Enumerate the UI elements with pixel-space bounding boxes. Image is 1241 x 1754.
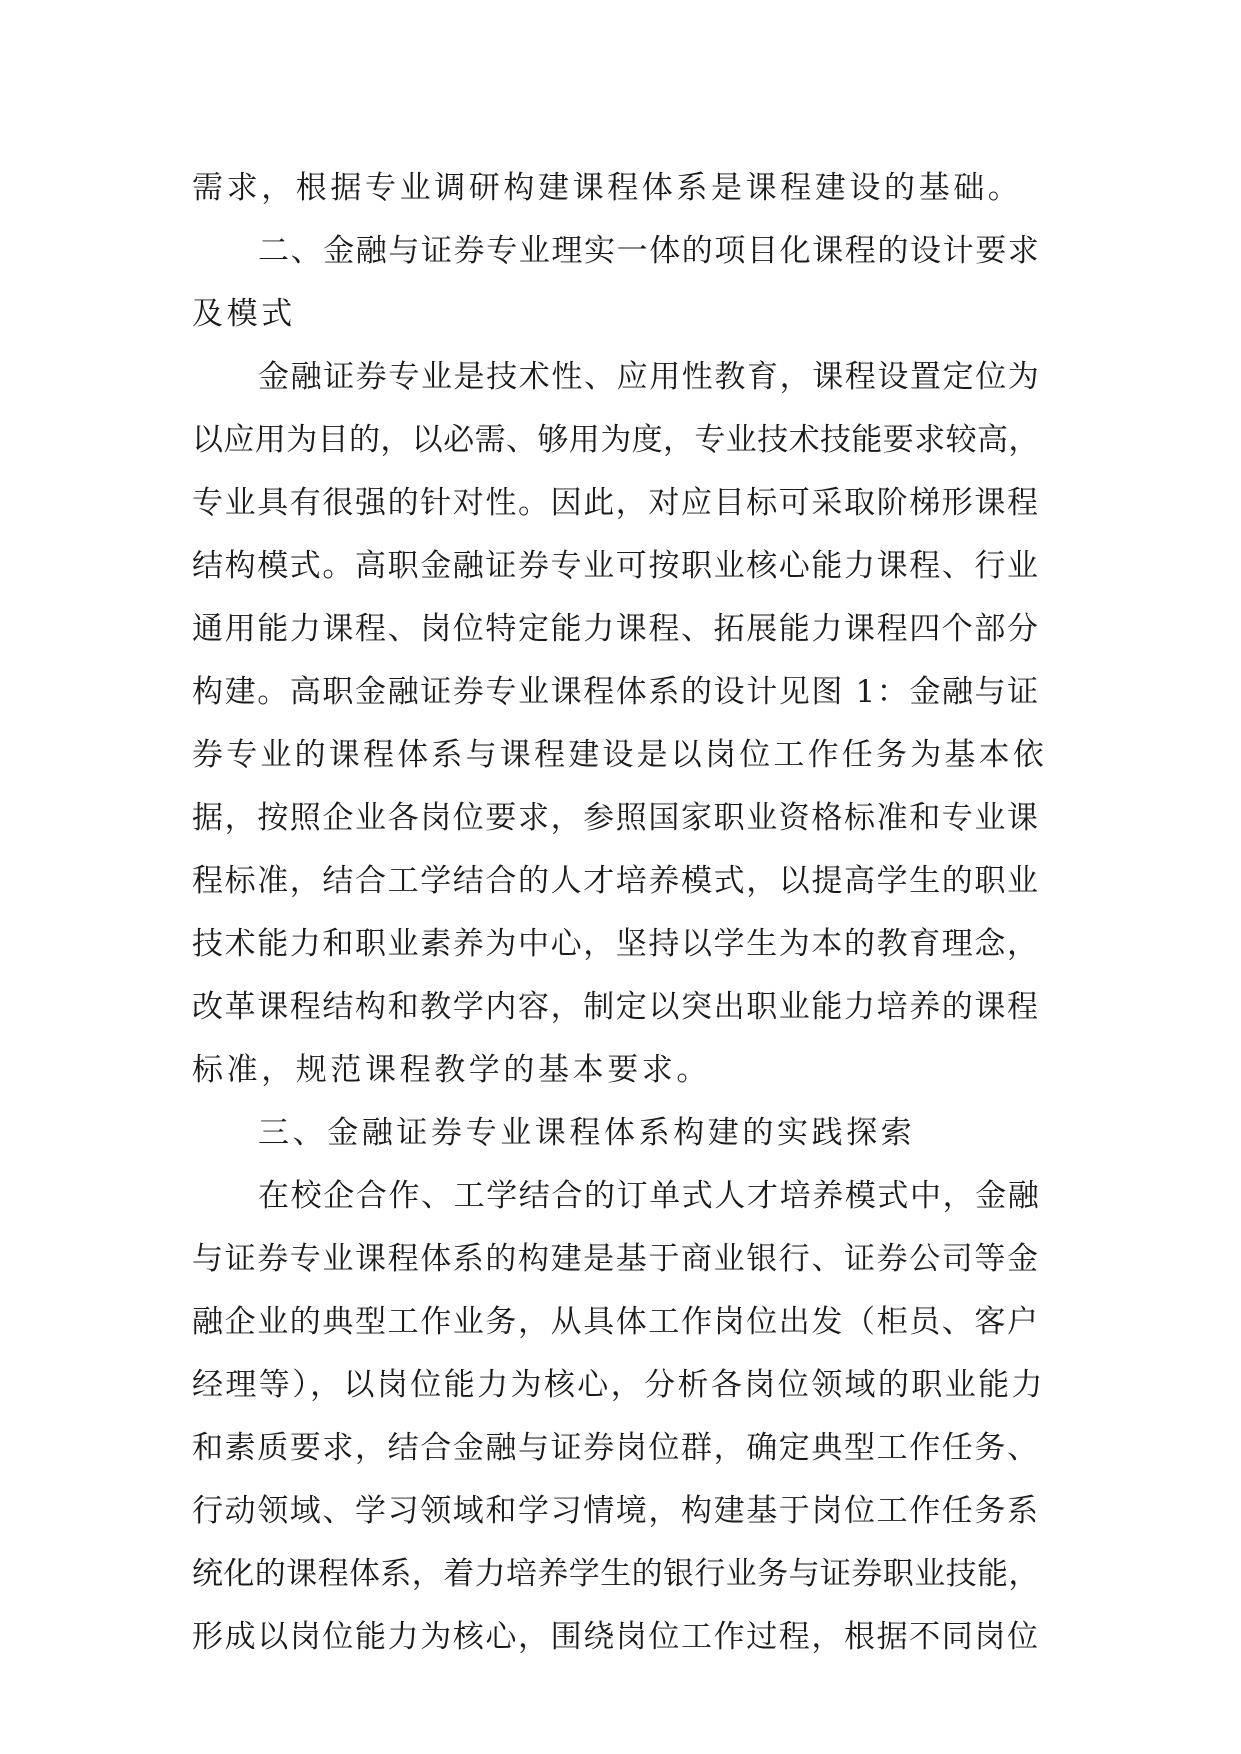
text-line-8: 通用能力课程、岗位特定能力课程、拓展能力课程四个部分 bbox=[192, 611, 1040, 647]
text-line-20: 经理等），以岗位能力为核心，分析各岗位领域的职业能力 bbox=[192, 1367, 1045, 1403]
text-line-19: 融企业的典型工作业务，从具体工作岗位出发（柜员、客户 bbox=[192, 1304, 1040, 1340]
text-line-23: 统化的课程体系，着力培养学生的银行业务与证券职业技能， bbox=[192, 1556, 1040, 1592]
text-line-21: 和素质要求，结合金融与证券岗位群，确定典型工作任务、 bbox=[192, 1430, 1040, 1466]
text-line-6: 专业具有很强的针对性。因此，对应目标可采取阶梯形课程 bbox=[192, 485, 1040, 521]
section-heading-2-cont: 及模式 bbox=[192, 296, 296, 332]
text-line-5: 以应用为目的，以必需、够用为度，专业技术技能要求较高， bbox=[192, 422, 1040, 458]
text-line-7: 结构模式。高职金融证券专业可按职业核心能力课程、行业 bbox=[192, 548, 1040, 584]
text-line-14: 改革课程结构和教学内容，制定以突出职业能力培养的课程 bbox=[192, 989, 1040, 1025]
text-line-9: 构建。高职金融证券专业课程体系的设计见图 1：金融与证 bbox=[192, 674, 1040, 710]
text-line-18: 与证券专业课程体系的构建是基于商业银行、证券公司等金 bbox=[192, 1241, 1040, 1277]
text-line-15: 标准，规范课程教学的基本要求。 bbox=[192, 1052, 711, 1088]
section-heading-2: 二、金融与证券专业理实一体的项目化课程的设计要求 bbox=[258, 233, 1041, 269]
text-line-24: 形成以岗位能力为核心，围绕岗位工作过程，根据不同岗位 bbox=[192, 1619, 1040, 1655]
text-line-12: 程标准，结合工学结合的人才培养模式，以提高学生的职业 bbox=[192, 863, 1040, 899]
text-line-22: 行动领域、学习领域和学习情境，构建基于岗位工作任务系 bbox=[192, 1493, 1040, 1529]
text-line-17: 在校企合作、工学结合的订单式人才培养模式中，金融 bbox=[258, 1178, 1041, 1214]
text-line-10: 券专业的课程体系与课程建设是以岗位工作任务为基本依 bbox=[192, 737, 1047, 773]
text-line-11: 据，按照企业各岗位要求，参照国家职业资格标准和专业课 bbox=[192, 800, 1040, 836]
text-line-1: 需求，根据专业调研构建课程体系是课程建设的基础。 bbox=[192, 170, 1023, 206]
section-heading-3: 三、金融证券专业课程体系构建的实践探索 bbox=[258, 1115, 916, 1151]
text-line-4: 金融证券专业是技术性、应用性教育，课程设置定位为 bbox=[258, 359, 1041, 395]
text-line-13: 技术能力和职业素养为中心，坚持以学生为本的教育理念， bbox=[192, 926, 1040, 962]
